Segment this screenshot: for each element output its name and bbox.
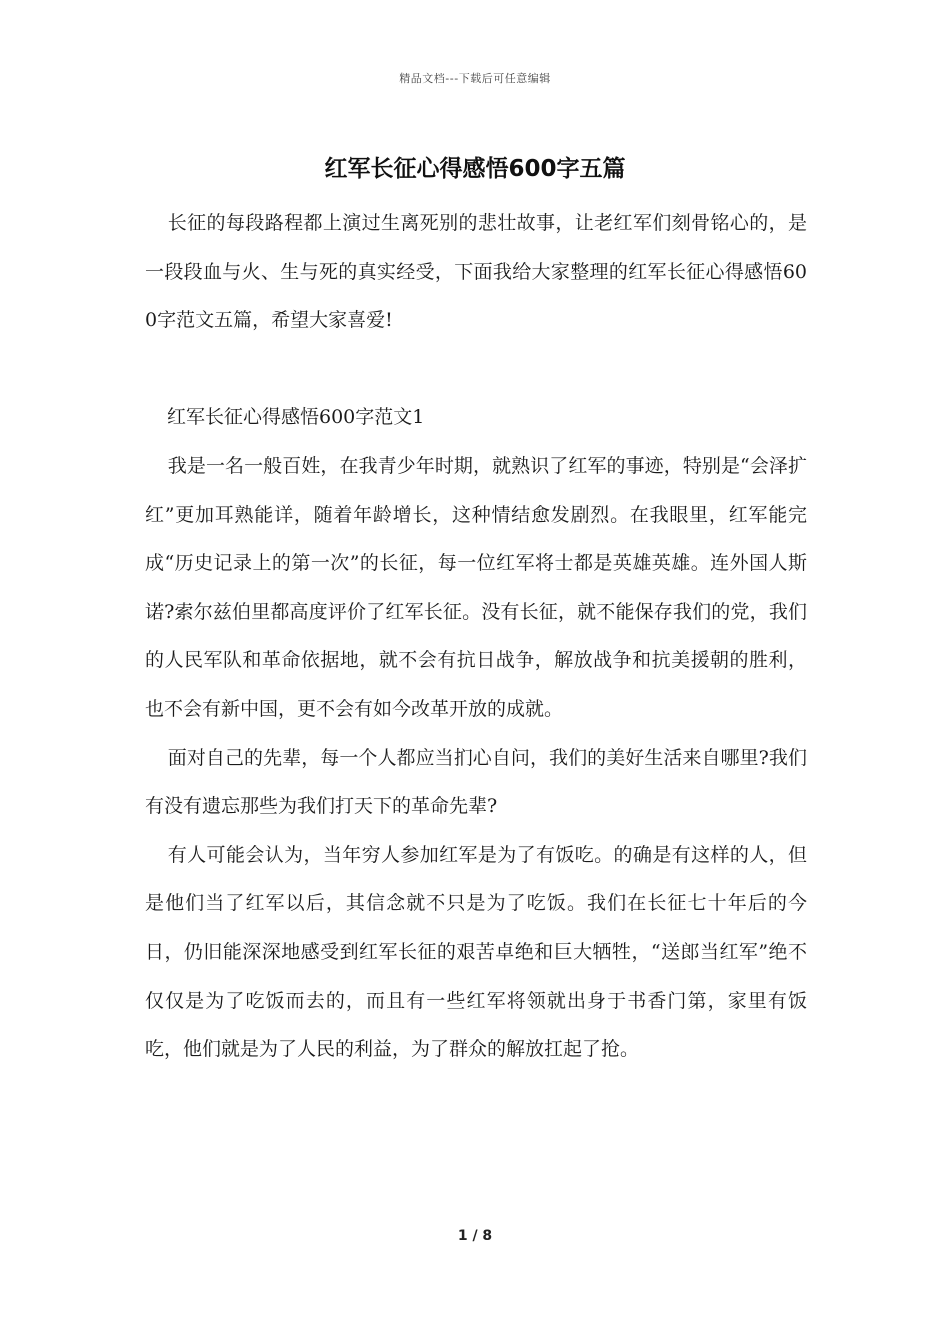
intro-paragraph: 长征的每段路程都上演过生离死别的悲壮故事，让老红军们刻骨铭心的，是一段段血与火、生与死的真实经受，下面我给大家整理的红军长征心得感悟600字范文五篇，希望大家喜爱! <box>145 212 807 332</box>
page-number: 1 / 8 <box>457 1228 493 1244</box>
body-paragraph: 我是一名一般百姓，在我青少年时期，就熟识了红军的事迹，特别是“会泽扩红”更加耳熟能详，随着年龄增长，这种情结愈发剧烈。在我眼里，红军能完成“历史记录上的第一次”的长征，每一位红军将士都是英雄英雄。连外国人斯诺?索尔兹伯里都高度评价了红军长征。没有长征，就不能保存我们的党，我们的人民军队和革命依据地，就不会有抗日战争，解放战争和抗美援朝的胜利，也不会有新中国，更不会有如今改革开放的成就。 <box>145 454 807 720</box>
header-note: 精品文档---下载后可任意编辑 <box>399 72 551 85</box>
body-paragraph: 面对自己的先辈，每一个人都应当扪心自问，我们的美好生活来自哪里?我们有没有遗忘那些为我们打天下的革命先辈? <box>145 746 807 818</box>
blank-line <box>145 345 807 394</box>
document-body <box>145 199 807 1074</box>
section-heading: 红军长征心得感悟600字范文1 <box>167 406 425 429</box>
body-paragraph: 有人可能会认为，当年穷人参加红军是为了有饭吃。的确是有这样的人，但是他们当了红军以后，其信念就不只是为了吃饭。我们在长征七十年后的今日，仍旧能深深地感受到红军长征的艰苦卓绝和巨大牺牲，“送郎当红军”绝不仅仅是为了吃饭而去的，而且有一些红军将领就出身于书香门第，家里有饭吃，他们就是为了人民的利益，为了群众的解放扛起了抢。 <box>145 843 807 1061</box>
document-title: 红军长征心得感悟600字五篇 <box>324 156 626 182</box>
